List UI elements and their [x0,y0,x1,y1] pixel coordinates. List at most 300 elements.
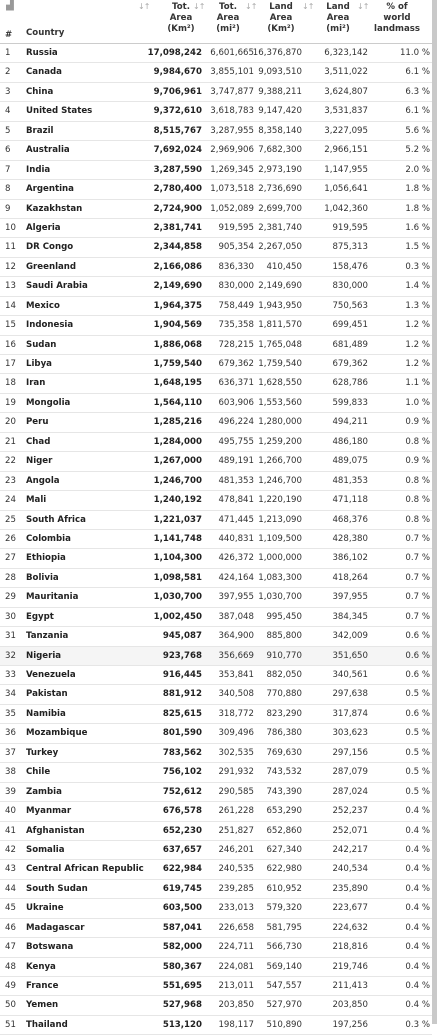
land-area-km-cell: 527,970 [266,1000,302,1011]
country-cell: Mozambique [26,728,88,739]
land-area-mi-cell: 386,102 [332,553,368,564]
total-area-mi-cell: 251,827 [218,825,254,836]
land-area-km-cell: 1,000,000 [258,553,302,564]
table-row[interactable] [0,161,432,180]
world-landmass-pct-cell: 6.1 % [405,67,430,78]
rank-cell: 27 [5,553,16,564]
total-area-km-cell: 2,780,400 [153,184,202,195]
land-area-mi-cell: 3,227,095 [324,125,368,136]
total-area-mi-cell: 240,535 [218,864,254,875]
total-area-km-cell: 2,344,858 [153,242,202,253]
country-cell: Saudi Arabia [26,281,88,292]
total-area-mi-cell: 3,287,955 [210,125,254,136]
country-cell: Chile [26,767,51,778]
table-row[interactable] [0,549,432,568]
total-area-mi-cell: 478,841 [218,495,254,506]
world-landmass-pct-cell: 0.3 % [405,1019,430,1030]
country-cell: Argentina [26,184,74,195]
land-area-mi-cell: 397,955 [332,592,368,603]
total-area-km-cell: 1,246,700 [153,475,202,486]
table-row[interactable] [0,258,432,277]
total-area-km-cell: 8,515,767 [153,125,202,136]
world-landmass-pct-cell: 0.4 % [405,806,430,817]
total-area-km-cell: 825,615 [162,708,202,719]
land-area-km-cell: 1,765,048 [258,339,302,350]
land-area-km-cell: 1,811,570 [258,320,302,331]
world-landmass-pct-cell: 5.6 % [405,125,430,136]
total-area-km-cell: 1,030,700 [153,592,202,603]
total-area-km-cell: 7,692,024 [153,145,202,156]
total-area-km-cell: 1,285,216 [153,417,202,428]
total-area-mi-cell: 290,585 [218,786,254,797]
table-row[interactable] [0,1016,432,1035]
rank-cell: 35 [5,708,16,719]
land-area-km-cell: 1,109,500 [258,533,302,544]
total-area-km-cell: 603,500 [162,903,202,914]
country-cell: Botswana [26,942,74,953]
table-row[interactable] [0,219,432,238]
table-row[interactable] [0,841,432,860]
land-area-mi-cell: 919,595 [332,222,368,233]
total-area-mi-cell: 2,969,906 [210,145,254,156]
table-row[interactable] [0,530,432,549]
world-landmass-pct-cell: 0.7 % [405,572,430,583]
rank-cell: 20 [5,417,16,428]
sort-country-icon[interactable]: ↓↑ [138,2,150,11]
land-area-km-cell: 1,553,560 [258,397,302,408]
world-landmass-pct-cell: 0.9 % [405,456,430,467]
rank-cell: 5 [5,125,11,136]
land-area-km-cell: 9,093,510 [258,67,302,78]
land-area-km-cell: 622,980 [266,864,302,875]
table-row[interactable] [0,122,432,141]
world-landmass-pct-cell: 1.2 % [405,359,430,369]
world-landmass-pct-cell: 1.4 % [405,281,430,292]
total-area-mi-cell: 233,013 [218,903,254,914]
rank-cell: 19 [5,397,16,408]
total-area-km-cell: 1,564,110 [153,397,202,408]
world-landmass-pct-cell: 5.2 % [405,145,430,156]
header-total-area-km[interactable]: Tot. Area (Km²) [167,2,195,34]
scrollbar-thumb[interactable] [432,0,437,1024]
land-area-km-cell: 2,699,700 [258,203,302,214]
land-area-mi-cell: 628,786 [332,378,368,389]
land-area-km-cell: 610,952 [266,883,302,894]
total-area-km-cell: 1,002,450 [153,611,202,622]
total-area-mi-cell: 919,595 [218,222,254,233]
rank-cell: 40 [5,806,16,817]
total-area-mi-cell: 495,755 [218,436,254,447]
total-area-mi-cell: 203,850 [218,1000,254,1011]
land-area-km-cell: 1,213,090 [258,514,302,525]
rank-cell: 30 [5,611,16,622]
country-cell: South Africa [26,514,86,525]
country-cell: South Sudan [26,883,88,894]
rank-cell: 38 [5,767,16,778]
table-row[interactable] [0,977,432,996]
land-area-mi-cell: 242,217 [332,844,368,855]
table-row[interactable] [0,355,432,374]
land-area-km-cell: 7,682,300 [258,145,302,156]
country-cell: Peru [26,417,49,428]
total-area-km-cell: 945,087 [162,631,202,642]
table-row[interactable] [0,705,432,724]
land-area-mi-cell: 1,147,955 [324,164,368,175]
land-area-km-cell: 2,267,050 [258,242,302,253]
world-landmass-pct-cell: 6.1 % [405,106,430,117]
land-area-km-cell: 1,246,700 [258,475,302,486]
total-area-mi-cell: 3,618,783 [210,106,254,117]
total-area-km-cell: 619,745 [162,883,202,894]
country-cell: United States [26,106,93,117]
country-cell: Greenland [26,261,77,272]
land-area-km-cell: 1,030,700 [258,592,302,603]
land-area-km-cell: 1,280,000 [258,417,302,428]
world-landmass-pct-cell: 0.9 % [405,417,430,428]
world-landmass-pct-cell: 0.7 % [405,553,430,564]
land-area-km-cell: 8,358,140 [258,125,302,136]
land-area-mi-cell: 1,056,641 [324,184,368,195]
total-area-mi-cell: 426,372 [218,553,254,564]
table-row[interactable] [0,141,432,160]
country-cell: Thailand [26,1019,68,1030]
total-area-mi-cell: 603,906 [218,397,254,408]
country-cell: Ethiopia [26,553,66,564]
table-row[interactable] [0,433,432,452]
rank-cell: 21 [5,436,16,447]
land-area-km-cell: 581,795 [266,922,302,933]
country-cell: Mongolia [26,397,71,408]
land-area-mi-cell: 681,489 [332,339,368,350]
country-cell: Ukraine [26,903,64,914]
land-area-mi-cell: 297,156 [332,747,368,758]
land-area-km-cell: 743,532 [266,767,302,778]
world-landmass-pct-cell: 0.4 % [405,903,430,914]
table-row[interactable] [0,899,432,918]
total-area-km-cell: 2,724,900 [153,203,202,214]
rank-cell: 29 [5,592,16,603]
total-area-mi-cell: 830,000 [218,281,254,292]
table-row[interactable] [0,452,432,471]
land-area-mi-cell: 750,563 [332,300,368,311]
table-row[interactable] [0,511,432,530]
total-area-km-cell: 1,284,000 [153,436,202,447]
land-area-km-cell: 627,340 [266,844,302,855]
country-cell: Bolivia [26,572,59,583]
table-row[interactable] [0,316,432,335]
country-cell: Kenya [26,961,56,972]
total-area-km-cell: 2,149,690 [153,281,202,292]
table-row[interactable] [0,802,432,821]
total-area-mi-cell: 224,081 [218,961,254,972]
world-landmass-pct-cell: 1.6 % [405,222,430,233]
total-area-km-cell: 752,612 [162,786,202,797]
country-cell: DR Congo [26,242,74,253]
total-area-km-cell: 9,984,670 [153,67,202,78]
table-row[interactable] [0,919,432,938]
total-area-mi-cell: 246,201 [218,844,254,855]
total-area-mi-cell: 758,449 [218,300,254,311]
world-landmass-pct-cell: 0.4 % [405,864,430,875]
sort-total-area-km-icon[interactable]: ↓↑ [193,2,205,11]
rank-cell: 2 [5,67,11,78]
world-landmass-pct-cell: 0.4 % [405,883,430,894]
land-area-mi-cell: 3,624,807 [324,86,368,97]
land-area-mi-cell: 224,632 [332,922,368,933]
land-area-mi-cell: 489,075 [332,456,368,467]
land-area-km-cell: 2,973,190 [258,164,302,175]
total-area-km-cell: 513,120 [162,1019,202,1030]
table-row[interactable] [0,783,432,802]
world-landmass-pct-cell: 0.3 % [405,261,430,272]
total-area-km-cell: 1,104,300 [153,553,202,564]
table-row[interactable] [0,724,432,743]
table-row[interactable] [0,394,432,413]
rank-cell: 14 [5,300,16,311]
total-area-mi-cell: 496,224 [218,417,254,428]
total-area-mi-cell: 397,955 [218,592,254,603]
sort-land-area-mi-icon[interactable]: ↓↑ [357,2,369,11]
table-row[interactable] [0,63,432,82]
country-cell: Yemen [26,1000,59,1011]
world-landmass-pct-cell: 1.2 % [405,320,430,331]
country-cell: Mexico [26,300,60,311]
land-area-mi-cell: 351,650 [332,650,368,661]
rank-cell: 31 [5,631,16,642]
country-cell: Canada [26,67,62,78]
table-row[interactable] [0,685,432,704]
total-area-km-cell: 1,221,037 [153,514,202,525]
country-cell: France [26,981,59,991]
rank-cell: 11 [5,242,16,253]
land-area-mi-cell: 2,966,151 [324,145,368,156]
rank-cell: 18 [5,378,16,389]
header-land-area-km[interactable]: Land Area (Km²) [267,2,295,34]
table-row[interactable] [0,958,432,977]
total-area-mi-cell: 836,330 [218,261,254,272]
rank-cell: 28 [5,572,16,583]
header-country[interactable]: Country [26,28,65,38]
land-area-mi-cell: 252,071 [332,825,368,836]
rank-cell: 33 [5,670,16,680]
country-cell: Iran [26,378,46,389]
land-area-mi-cell: 303,623 [332,728,368,739]
total-area-mi-cell: 226,658 [218,922,254,933]
total-area-mi-cell: 261,228 [218,806,254,817]
total-area-mi-cell: 213,011 [218,981,254,991]
land-area-mi-cell: 384,345 [332,611,368,622]
total-area-km-cell: 1,886,068 [153,339,202,350]
total-area-km-cell: 1,098,581 [153,572,202,583]
rank-cell: 22 [5,456,16,467]
vertical-scrollbar[interactable] [432,0,437,1024]
country-cell: Russia [26,48,58,58]
total-area-mi-cell: 302,535 [218,747,254,758]
table-row[interactable] [0,200,432,219]
total-area-km-cell: 1,964,375 [153,300,202,311]
country-cell: Indonesia [26,320,74,331]
total-area-mi-cell: 489,191 [218,456,254,467]
total-area-km-cell: 3,287,590 [153,164,202,175]
table-row[interactable] [0,608,432,627]
world-landmass-pct-cell: 0.5 % [405,728,430,739]
total-area-mi-cell: 387,048 [218,611,254,622]
total-area-km-cell: 676,578 [162,806,202,817]
total-area-mi-cell: 440,831 [218,533,254,544]
land-area-km-cell: 653,290 [266,806,302,817]
country-cell: Afghanistan [26,825,85,836]
land-area-mi-cell: 679,362 [332,359,368,369]
table-row[interactable] [0,647,432,666]
rank-cell: 13 [5,281,16,292]
total-area-mi-cell: 471,445 [218,514,254,525]
rank-cell: 43 [5,864,16,875]
table-row[interactable] [0,336,432,355]
land-area-km-cell: 769,630 [266,747,302,758]
land-area-km-cell: 410,450 [266,261,302,272]
table-row[interactable] [0,83,432,102]
world-landmass-pct-cell: 0.6 % [405,631,430,642]
sort-land-area-km-icon[interactable]: ↓↑ [302,2,314,11]
rank-cell: 7 [5,164,11,175]
land-area-km-cell: 9,147,420 [258,106,302,117]
table-row[interactable] [0,297,432,316]
total-area-mi-cell: 735,358 [218,320,254,331]
country-cell: Australia [26,145,70,156]
table-row[interactable] [0,277,432,296]
land-area-mi-cell: 287,024 [332,786,368,797]
land-area-km-cell: 1,220,190 [258,495,302,506]
total-area-mi-cell: 340,508 [218,689,254,700]
total-area-km-cell: 652,230 [162,825,202,836]
land-area-km-cell: 743,390 [266,786,302,797]
sort-by-rank-icon[interactable]: ▟ [6,0,14,11]
header-rank[interactable]: # [5,30,13,40]
country-cell: Central African Republic [26,864,144,875]
rank-cell: 17 [5,359,16,369]
table-row[interactable] [0,763,432,782]
table-row[interactable] [0,472,432,491]
land-area-km-cell: 1,759,540 [258,359,302,369]
country-cell: Zambia [26,786,62,797]
rank-cell: 9 [5,203,11,214]
header-land-area-mi[interactable]: Land Area (mi²) [326,2,350,34]
total-area-mi-cell: 481,353 [218,475,254,486]
rank-cell: 23 [5,475,16,486]
total-area-km-cell: 756,102 [162,767,202,778]
land-area-km-cell: 547,557 [266,981,302,991]
total-area-mi-cell: 3,747,877 [210,86,254,97]
land-area-mi-cell: 240,534 [332,864,368,875]
land-area-mi-cell: 481,353 [332,475,368,486]
country-cell: Colombia [26,533,71,544]
table-row[interactable] [0,102,432,121]
total-area-mi-cell: 424,164 [218,572,254,583]
world-landmass-pct-cell: 1.2 % [405,339,430,350]
table-row[interactable] [0,238,432,257]
land-area-km-cell: 1,943,950 [258,300,302,311]
total-area-km-cell: 622,984 [162,864,202,875]
header-total-area-mi[interactable]: Tot. Area (mi²) [216,2,240,34]
world-landmass-pct-cell: 0.5 % [405,767,430,778]
total-area-mi-cell: 728,215 [218,339,254,350]
rank-cell: 4 [5,106,11,117]
total-area-km-cell: 527,968 [162,1000,202,1011]
land-area-mi-cell: 197,256 [332,1019,368,1030]
country-cell: Venezuela [26,670,76,680]
land-area-mi-cell: 599,833 [332,397,368,408]
rank-cell: 37 [5,747,16,758]
land-area-mi-cell: 287,079 [332,767,368,778]
rank-cell: 25 [5,514,16,525]
total-area-km-cell: 587,041 [162,922,202,933]
rank-cell: 12 [5,261,16,272]
table-row[interactable] [0,666,432,685]
total-area-mi-cell: 6,601,665 [210,48,254,58]
land-area-mi-cell: 468,376 [332,514,368,525]
land-area-km-cell: 652,860 [266,825,302,836]
total-area-km-cell: 17,098,242 [147,48,202,58]
rank-cell: 39 [5,786,16,797]
total-area-mi-cell: 318,772 [218,708,254,719]
world-landmass-pct-cell: 0.8 % [405,475,430,486]
world-landmass-pct-cell: 0.7 % [405,592,430,603]
table-row[interactable] [0,44,432,63]
total-area-mi-cell: 1,073,518 [210,184,254,195]
land-area-km-cell: 510,890 [266,1019,302,1030]
total-area-km-cell: 1,759,540 [153,359,202,369]
rank-cell: 49 [5,981,16,991]
header-world-landmass-pct[interactable]: % of world landmass [374,2,420,34]
total-area-km-cell: 580,367 [162,961,202,972]
country-cell: Somalia [26,844,65,855]
table-row[interactable] [0,996,432,1015]
table-body [0,44,432,1035]
table-row[interactable] [0,569,432,588]
country-cell: Kazakhstan [26,203,83,214]
land-area-mi-cell: 486,180 [332,436,368,447]
rank-cell: 48 [5,961,16,972]
land-area-km-cell: 786,380 [266,728,302,739]
land-area-km-cell: 16,376,870 [252,48,302,58]
country-cell: Myanmar [26,806,72,817]
sort-total-area-mi-icon[interactable]: ↓↑ [245,2,257,11]
land-area-km-cell: 995,450 [266,611,302,622]
country-cell: India [26,164,51,175]
table-row[interactable] [0,588,432,607]
table-row[interactable] [0,180,432,199]
table-row[interactable] [0,374,432,393]
total-area-km-cell: 1,141,748 [153,533,202,544]
total-area-mi-cell: 1,052,089 [210,203,254,214]
table-row[interactable] [0,744,432,763]
land-area-km-cell: 579,320 [266,903,302,914]
table-row[interactable] [0,880,432,899]
table-row[interactable] [0,860,432,879]
rank-cell: 1 [5,48,11,58]
world-landmass-pct-cell: 0.8 % [405,495,430,506]
world-landmass-pct-cell: 0.5 % [405,786,430,797]
table-row[interactable] [0,822,432,841]
world-landmass-pct-cell: 0.6 % [405,650,430,661]
table-row[interactable] [0,413,432,432]
table-row[interactable] [0,938,432,957]
table-row[interactable] [0,627,432,646]
land-area-km-cell: 885,800 [266,631,302,642]
world-landmass-pct-cell: 1.1 % [405,378,430,389]
land-area-mi-cell: 875,313 [332,242,368,253]
table-row[interactable] [0,491,432,510]
